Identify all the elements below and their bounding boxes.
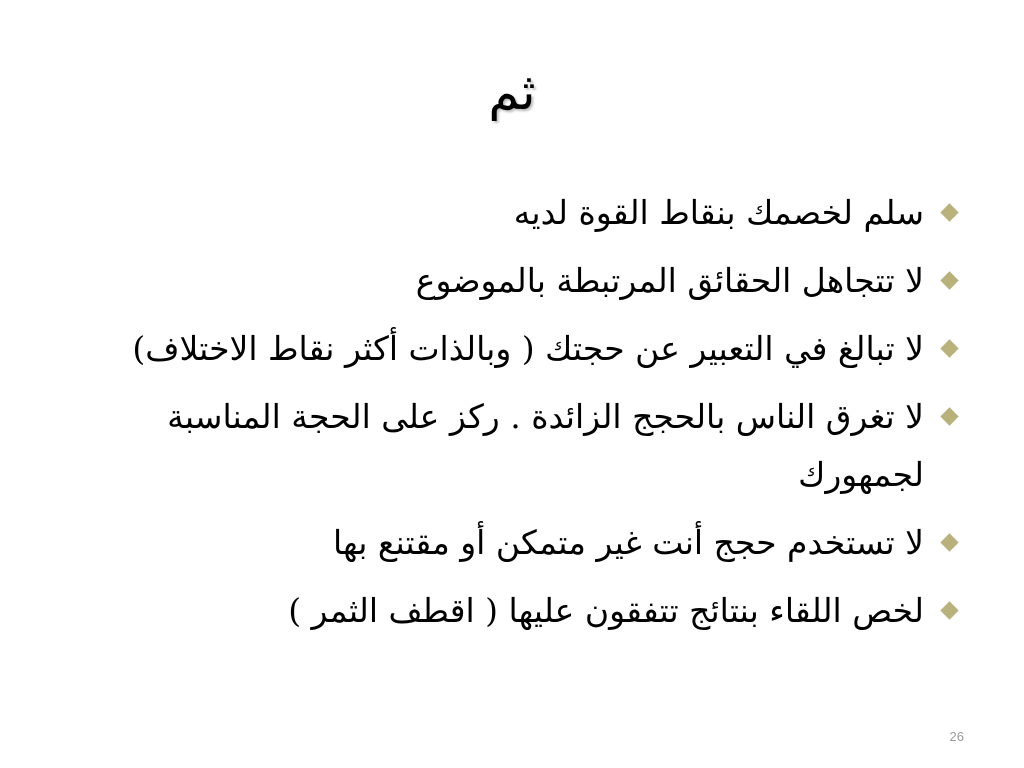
bullet-text: لخص اللقاء بنتائج تتفقون عليها ( اقطف الثمر ) xyxy=(288,591,924,630)
bullet-item xyxy=(130,184,960,242)
slide-title: ثم xyxy=(488,63,536,121)
diamond-bullet-icon xyxy=(940,271,958,289)
bullet-text: لا تغرق الناس بالحجج الزائدة . ركز على الحجة المناسبة لجمهورك xyxy=(167,397,924,494)
diamond-bullet-icon xyxy=(940,203,958,221)
bullet-item xyxy=(130,252,960,310)
bullet-text: لا تبالغ في التعبير عن حجتك ( وبالذات أكثر نقاط الاختلاف) xyxy=(132,329,924,368)
diamond-bullet-icon xyxy=(940,601,958,619)
bullet-text: لا تتجاهل الحقائق المرتبطة بالموضوع xyxy=(415,261,924,300)
diamond-bullet-icon xyxy=(940,533,958,551)
bullet-text: لا تستخدم حجج أنت غير متمكن أو مقتنع بها xyxy=(332,523,924,562)
bullet-item xyxy=(130,320,960,378)
diamond-bullet-icon xyxy=(940,339,958,357)
bullet-text: سلم لخصمك بنقاط القوة لديه xyxy=(513,193,924,232)
diamond-bullet-icon xyxy=(940,407,958,425)
bullet-item xyxy=(130,388,960,504)
bullet-item xyxy=(130,514,960,572)
bullet-list xyxy=(130,184,960,650)
slide-number: 26 xyxy=(949,729,964,744)
bullet-item xyxy=(130,582,960,640)
